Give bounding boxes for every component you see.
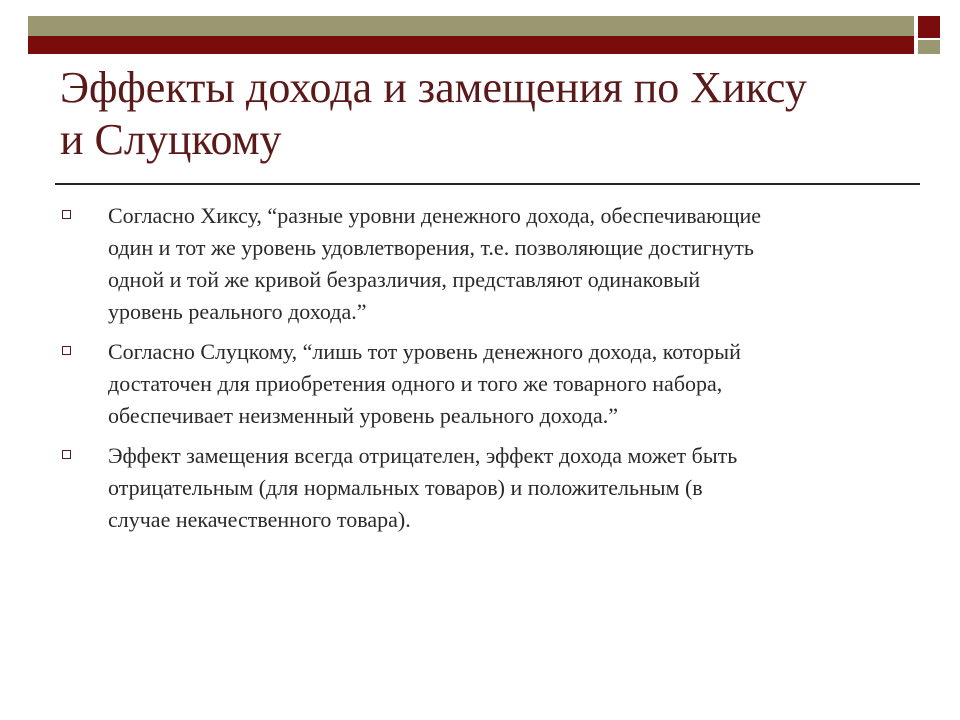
title-line: и Слуцкому xyxy=(60,115,282,164)
bullet-line: один и тот же уровень удовлетворения, т.е. позволяющие достигнуть xyxy=(108,235,754,260)
bullet-line: Согласно Слуцкому, “лишь тот уровень денежного дохода, который xyxy=(108,339,741,364)
corner-square-maroon xyxy=(918,16,940,38)
title-divider xyxy=(55,183,920,185)
bullet-line: одной и той же кривой безразличия, представляют одинаковый xyxy=(108,267,701,292)
bullet-line: обеспечивает неизменный уровень реального дохода.” xyxy=(108,403,619,428)
hollow-square-icon xyxy=(62,450,71,459)
bullet-line: случае некачественного товара). xyxy=(108,507,411,532)
bullet-line: Эффект замещения всегда отрицателен, эффект дохода может быть xyxy=(108,443,738,468)
slide-title xyxy=(60,62,920,166)
bullet-text xyxy=(108,336,900,432)
bullet-list xyxy=(60,200,900,544)
header-band-maroon xyxy=(28,36,914,54)
bullet-item-slutsky xyxy=(60,336,900,432)
bullet-item-hicks xyxy=(60,200,900,328)
bullet-line: отрицательным (для нормальных товаров) и положительным (в xyxy=(108,475,703,500)
bullet-line: Согласно Хиксу, “разные уровни денежного дохода, обеспечивающие xyxy=(108,203,762,228)
hollow-square-icon xyxy=(62,346,71,355)
bullet-text xyxy=(108,440,900,536)
bullet-line: достаточен для приобретения одного и того же товарного набора, xyxy=(108,371,723,396)
bullet-text xyxy=(108,200,900,328)
hollow-square-icon xyxy=(62,210,71,219)
title-line: Эффекты дохода и замещения по Хиксу xyxy=(60,63,807,112)
header-band-olive xyxy=(28,16,914,36)
bullet-line: уровень реального дохода.” xyxy=(108,299,367,324)
bullet-item-effects xyxy=(60,440,900,536)
corner-square-olive xyxy=(918,40,940,54)
